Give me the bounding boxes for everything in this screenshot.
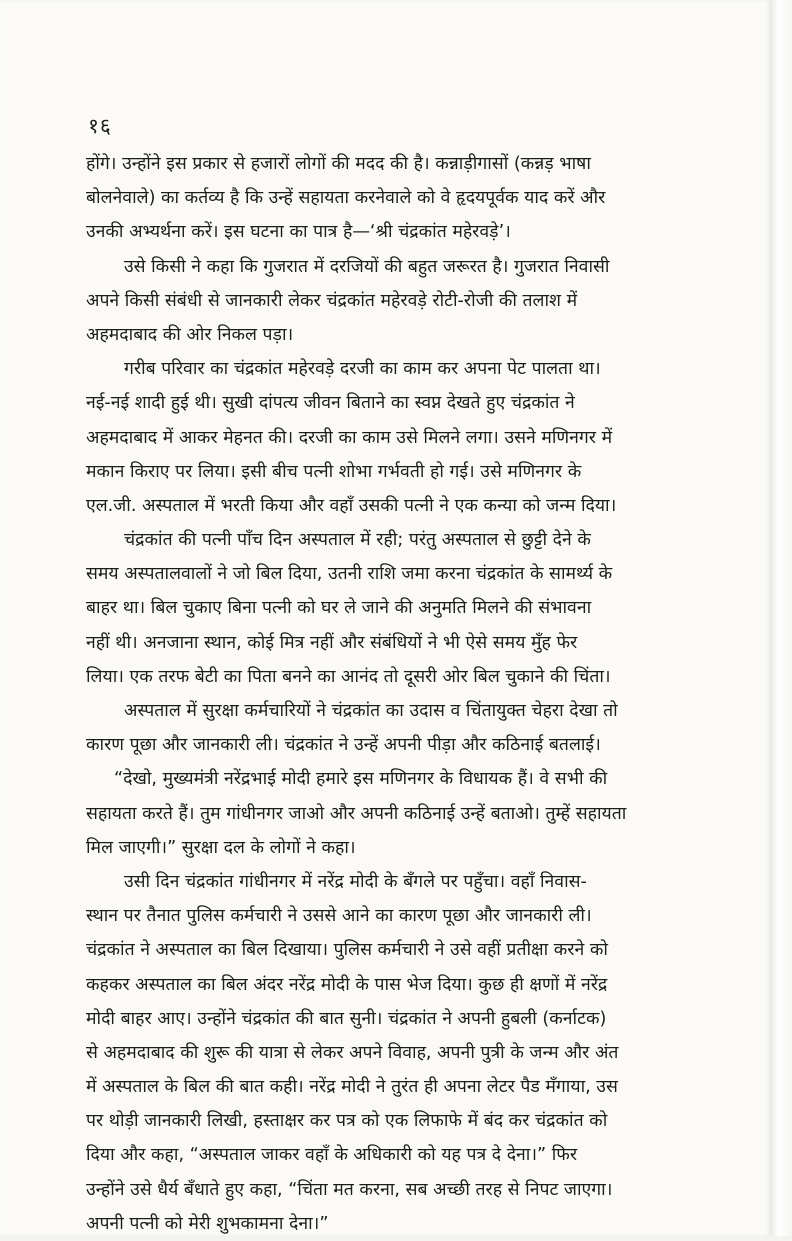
text-line: अहमदाबाद में आकर मेहनत की। दरजी का काम उसे मिलने लगा। उसने मणिनगर में <box>86 427 613 448</box>
paragraph-start-line: “देखो, मुख्यमंत्री नरेंद्रभाई मोदी हमारे इस मणिनगर के विधायक हैं। वे सभी की <box>114 769 608 790</box>
text-line: कहकर अस्पताल का बिल अंदर नरेंद्र मोदी के पास भेज दिया। कुछ ही क्षणों में नरेंद्र <box>86 974 608 995</box>
text-line: अपनी पत्नी को मेरी शुभकामना देना।” <box>86 1213 329 1234</box>
paragraph-start-line: अस्पताल में सुरक्षा कर्मचारियों ने चंद्रकांत का उदास व चिंतायुक्त चेहरा देखा तो <box>124 701 618 721</box>
text-line: दिया और कहा, “अस्पताल जाकर वहाँ के अधिकारी को यह पत्र दे देना।” फिर <box>86 1145 578 1166</box>
text-line: पर थोड़ी जानकारी लिखी, हस्ताक्षर कर पत्र को एक लिफाफे में बंद कर चंद्रकांत को <box>86 1111 608 1132</box>
text-line: कारण पूछा और जानकारी ली। चंद्रकांत ने उन्हें अपनी पीड़ा और कठिनाई बतलाई। <box>86 735 601 756</box>
text-line: एल.जी. अस्पताल में भरती किया और वहाँ उसकी पत्नी ने एक कन्या को जन्म दिया। <box>86 495 617 516</box>
paragraph-start-line: गरीब परिवार का चंद्रकांत महेरवड़े दरजी का काम कर अपना पेट पालता था। <box>124 359 601 380</box>
text-line: बाहर था। बिल चुकाए बिना पत्नी को घर ले जाने की अनुमति मिलने की संभावना <box>86 598 592 619</box>
text-line: बोलनेवाले) का कर्तव्य है कि उन्हें सहायता करनेवाले को वे हृदयपूर्वक याद करें और <box>86 188 606 209</box>
text-line: लिया। एक तरफ बेटी का पिता बनने का आनंद तो दूसरी ओर बिल चुकाने की चिंता। <box>86 666 611 687</box>
text-line: मोदी बाहर आए। उन्होंने चंद्रकांत की बात सुनी। चंद्रकांत ने अपनी हुबली (कर्नाटक) <box>86 1008 607 1029</box>
page-number: १६ <box>88 114 112 138</box>
text-line: चंद्रकांत ने अस्पताल का बिल दिखाया। पुलिस कर्मचारी ने उसे वहीं प्रतीक्षा करने को <box>86 940 608 961</box>
text-line: होंगे। उन्होंने इस प्रकार से हजारों लोगों की मदद की है। कन्नाड़ीगासों (कन्नड़ भाषा <box>86 154 591 174</box>
page-edge <box>770 0 792 1236</box>
paragraph-start-line: उसी दिन चंद्रकांत गांधीनगर में नरेंद्र मोदी के बँगले पर पहुँचा। वहाँ निवास- <box>124 871 587 892</box>
text-line: नई-नई शादी हुई थी। सुखी दांपत्य जीवन बिताने का स्वप्न देखते हुए चंद्रकांत ने <box>86 393 575 414</box>
text-line: अहमदाबाद की ओर निकल पड़ा। <box>86 324 294 345</box>
text-line: स्थान पर तैनात पुलिस कर्मचारी ने उससे आने का कारण पूछा और जानकारी ली। <box>86 906 592 927</box>
text-line: समय अस्पतालवालों ने जो बिल दिया, उतनी राशि जमा करना चंद्रकांत के सामर्थ्य के <box>86 564 613 585</box>
text-line: उन्होंने उसे धैर्य बँधाते हुए कहा, “चिंता मत करना, सब अच्छी तरह से निपट जाएगा। <box>86 1179 613 1200</box>
paragraph-start-line: उसे किसी ने कहा कि गुजरात में दरजियों की बहुत जरूरत है। गुजरात निवासी <box>124 256 610 277</box>
page-text <box>86 147 746 1241</box>
text-line: नहीं थी। अनजाना स्थान, कोई मित्र नहीं और संबंधियों ने भी ऐसे समय मुँह फेर <box>86 632 578 653</box>
text-line: उनकी अभ्यर्थना करें। इस घटना का पात्र है—‘श्री चंद्रकांत महेरवड़े’। <box>86 222 511 243</box>
text-line: सहायता करते हैं। तुम गांधीनगर जाओ और अपनी कठिनाई उन्हें बताओ। तुम्हें सहायता <box>86 803 627 824</box>
text-line: मिल जाएगी।” सुरक्षा दल के लोगों ने कहा। <box>86 837 356 858</box>
text-line: में अस्पताल के बिल की बात कही। नरेंद्र मोदी ने तुरंत ही अपना लेटर पैड मँगाया, उस <box>86 1077 618 1098</box>
text-line: अपने किसी संबंधी से जानकारी लेकर चंद्रकांत महेरवड़े रोटी-रोजी की तलाश में <box>86 290 578 311</box>
paragraph-start-line: चंद्रकांत की पत्नी पाँच दिन अस्पताल में रही; परंतु अस्पताल से छुट्टी देने के <box>124 530 591 551</box>
text-line: मकान किराए पर लिया। इसी बीच पत्नी शोभा गर्भवती हो गई। उसे मणिनगर के <box>86 461 582 482</box>
text-line: से अहमदाबाद की शुरू की यात्रा से लेकर अपने विवाह, अपनी पुत्री के जन्म और अंत <box>86 1042 619 1063</box>
